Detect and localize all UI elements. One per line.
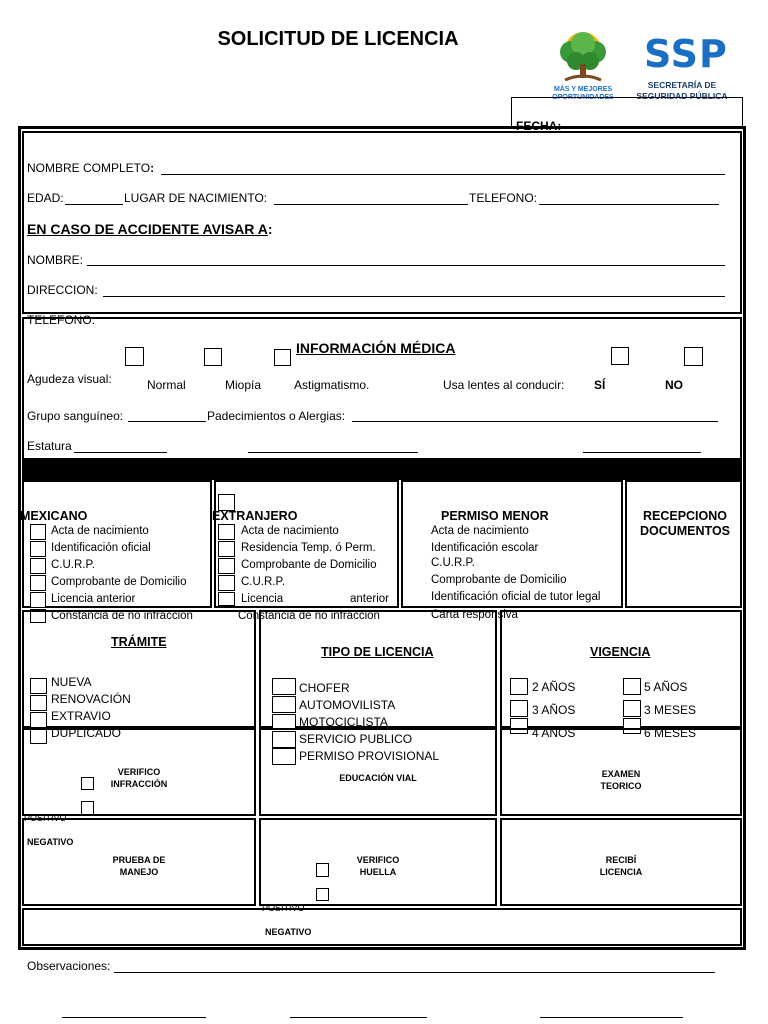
normal-checkbox[interactable] bbox=[125, 347, 144, 366]
chofer-checkbox[interactable] bbox=[272, 678, 296, 695]
vigencia-item: 3 AÑOS bbox=[532, 703, 576, 717]
menor-item: Acta de nacimiento bbox=[431, 525, 529, 537]
ex-item: Comprobante de Domicilio bbox=[241, 559, 377, 571]
educacion-vial-label: EDUCACIÓN VIAL bbox=[339, 773, 417, 783]
vigencia-item: 3 MESES bbox=[644, 703, 697, 717]
recepciono-title: RECEPCIONO DOCUMENTOS bbox=[639, 509, 731, 538]
recibi-licencia-label: RECIBÍ LICENCIA bbox=[599, 855, 643, 877]
ex-item: Residencia Temp. ó Perm. bbox=[241, 542, 376, 554]
nueva-checkbox[interactable] bbox=[30, 678, 47, 694]
infraccion-negativo-checkbox[interactable] bbox=[81, 801, 94, 815]
ex-residencia-checkbox[interactable] bbox=[218, 541, 235, 557]
miopia-checkbox[interactable] bbox=[204, 348, 222, 366]
observaciones-field[interactable] bbox=[114, 972, 715, 973]
contacto-nombre-label: NOMBRE: bbox=[27, 253, 84, 267]
tipo-item: SERVICIO PUBLICO bbox=[299, 732, 413, 746]
lugar-field[interactable] bbox=[274, 204, 468, 205]
lentes-label: Usa lentes al conducir: bbox=[443, 378, 565, 392]
no-label: NO bbox=[665, 378, 683, 392]
renovacion-checkbox[interactable] bbox=[30, 695, 47, 711]
astigmatismo-checkbox[interactable] bbox=[274, 349, 291, 366]
vigencia-item: 4 AÑOS bbox=[532, 726, 576, 740]
tipo-title: TIPO DE LICENCIA bbox=[321, 645, 434, 659]
bottom-section bbox=[22, 908, 742, 946]
verifico-infraccion-label: VERIFICO INFRACCIÓN bbox=[110, 767, 168, 789]
mx-item: Acta de nacimiento bbox=[51, 525, 149, 537]
5-anos-checkbox[interactable] bbox=[623, 678, 641, 695]
tramite-item: EXTRAVIO bbox=[51, 709, 111, 723]
vigencia-item: 5 AÑOS bbox=[644, 680, 688, 694]
padecimientos-field[interactable] bbox=[352, 421, 718, 422]
mexicano-title: MEXICANO bbox=[20, 509, 88, 523]
menor-item: Identificación escolar bbox=[431, 542, 539, 554]
menor-title: PERMISO MENOR bbox=[441, 509, 549, 523]
estatura-label: Estatura bbox=[27, 439, 72, 453]
mx-item: C.U.R.P. bbox=[51, 559, 95, 571]
grupo-label: Grupo sanguíneo: bbox=[27, 409, 124, 423]
ex-item: Constancia de no infracción bbox=[238, 610, 380, 622]
lugar-label: LUGAR DE NACIMIENTO: bbox=[124, 191, 268, 205]
mx-identificacion-checkbox[interactable] bbox=[30, 541, 46, 557]
menor-item: Comprobante de Domicilio bbox=[431, 574, 567, 586]
normal-label: Normal bbox=[147, 378, 186, 392]
tipo-item: AUTOMOVILISTA bbox=[299, 698, 396, 712]
miopia-label: Miopía bbox=[225, 378, 262, 392]
positivo-label: POSITIVO bbox=[24, 813, 67, 823]
tipo-item: CHOFER bbox=[299, 681, 350, 695]
tipo-item: PERMISO PROVISIONAL bbox=[299, 749, 440, 763]
huella-positivo-checkbox[interactable] bbox=[316, 863, 329, 877]
medical-section bbox=[22, 317, 742, 460]
lentes-no-checkbox[interactable] bbox=[684, 347, 703, 366]
recepciono-column bbox=[625, 480, 742, 608]
prueba-manejo-label: PRUEBA DE MANEJO bbox=[112, 855, 166, 877]
verifico-huella-label: VERIFICO HUELLA bbox=[356, 855, 400, 877]
tipo-item: MOTOCICLISTA bbox=[299, 715, 388, 729]
3-anos-checkbox[interactable] bbox=[510, 700, 528, 717]
ssp-logo-subtitle: SECRETARÍA DE SEGURIDAD PÚBLICA bbox=[636, 80, 728, 101]
mx-curp-checkbox[interactable] bbox=[30, 558, 46, 574]
huella-negativo-checkbox[interactable] bbox=[316, 888, 329, 901]
edad-field[interactable] bbox=[65, 204, 123, 205]
3-meses-checkbox[interactable] bbox=[623, 700, 641, 717]
firma2-field[interactable] bbox=[583, 452, 701, 453]
ssp-logo-text: SSP bbox=[644, 32, 728, 76]
ex-curp-checkbox[interactable] bbox=[218, 575, 235, 591]
ex-item: C.U.R.P. bbox=[241, 576, 285, 588]
huella-negativo-label: NEGATIVO bbox=[265, 927, 312, 937]
edad-label: EDAD: bbox=[27, 191, 64, 205]
medical-title: INFORMACIÓN MÉDICA bbox=[296, 340, 456, 356]
agudeza-label: Agudeza visual: bbox=[27, 372, 112, 386]
ex-domicilio-checkbox[interactable] bbox=[218, 558, 235, 574]
contacto-nombre-field[interactable] bbox=[87, 265, 725, 266]
contacto-telefono-label: TELEFONO: bbox=[27, 313, 96, 327]
signature-line-2[interactable] bbox=[290, 1017, 427, 1018]
accidente-heading: EN CASO DE ACCIDENTE AVISAR A: bbox=[27, 221, 273, 237]
mx-item: Identificación oficial bbox=[51, 542, 151, 554]
ex-item: Acta de nacimiento bbox=[241, 525, 339, 537]
ex-licencia-checkbox[interactable] bbox=[218, 592, 235, 606]
extranjero-title: EXTRANJERO bbox=[212, 509, 298, 523]
huella-positivo-label: POSITIVO bbox=[262, 903, 305, 913]
grupo-field[interactable] bbox=[128, 421, 206, 422]
signature-line-1[interactable] bbox=[62, 1017, 206, 1018]
direccion-field[interactable] bbox=[103, 296, 725, 297]
ex-item: Licencia bbox=[241, 593, 284, 605]
examen-teorico-label: EXAMEN TEORICO bbox=[600, 769, 642, 791]
tramite-item: DUPLICADO bbox=[51, 726, 122, 740]
vigencia-title: VIGENCIA bbox=[590, 645, 651, 659]
si-label: SÍ bbox=[594, 378, 606, 392]
infraccion-positivo-checkbox[interactable] bbox=[81, 777, 94, 790]
tramite-item: NUEVA bbox=[51, 675, 92, 689]
page-title: SOLICITUD DE LICENCIA bbox=[217, 28, 459, 50]
signature-line-3[interactable] bbox=[540, 1017, 683, 1018]
automovilista-checkbox[interactable] bbox=[272, 696, 296, 713]
vigencia-item: 6 MESES bbox=[644, 726, 697, 740]
vigencia-item: 2 AÑOS bbox=[532, 680, 576, 694]
direccion-label: DIRECCION: bbox=[27, 283, 98, 297]
estatura-field[interactable] bbox=[74, 452, 167, 453]
nombre-completo-field[interactable] bbox=[161, 174, 725, 175]
negativo-label: NEGATIVO bbox=[27, 837, 74, 847]
mx-item: Licencia anterior bbox=[51, 593, 136, 605]
fecha-label: FECHA: bbox=[516, 119, 562, 133]
observaciones-label: Observaciones: bbox=[27, 959, 111, 973]
mx-domicilio-checkbox[interactable] bbox=[30, 575, 46, 591]
mx-licencia-checkbox[interactable] bbox=[30, 592, 46, 608]
oportunidades-text: MÁS Y MEJORES OPORTUNIDADES bbox=[552, 86, 614, 101]
menor-item: Identificación oficial de tutor legal bbox=[431, 591, 601, 603]
astigmatismo-label: Astigmatismo. bbox=[294, 378, 370, 392]
telefono-field[interactable] bbox=[539, 204, 719, 205]
mx-acta-checkbox[interactable] bbox=[30, 524, 46, 540]
lentes-si-checkbox[interactable] bbox=[611, 347, 629, 365]
ex-item: anterior bbox=[350, 593, 389, 605]
firma-field[interactable] bbox=[248, 452, 418, 453]
menor-item: C.U.R.P. bbox=[431, 557, 475, 569]
ex-acta-checkbox[interactable] bbox=[218, 524, 235, 540]
telefono-label: TELEFONO: bbox=[469, 191, 538, 205]
menor-item: Carta responsiva bbox=[431, 609, 518, 621]
2-anos-checkbox[interactable] bbox=[510, 678, 528, 695]
extravio-checkbox[interactable] bbox=[30, 712, 47, 728]
black-divider-bar bbox=[22, 460, 742, 480]
nombre-completo-label: NOMBRE COMPLETO: bbox=[27, 161, 155, 175]
tramite-item: RENOVACIÓN bbox=[51, 692, 131, 706]
tramite-title: TRÁMITE bbox=[111, 635, 167, 649]
mx-item: Constancia de no infracción bbox=[51, 610, 193, 622]
mx-item: Comprobante de Domicilio bbox=[51, 576, 187, 588]
padecimientos-label: Padecimientos o Alergias: bbox=[207, 409, 346, 423]
